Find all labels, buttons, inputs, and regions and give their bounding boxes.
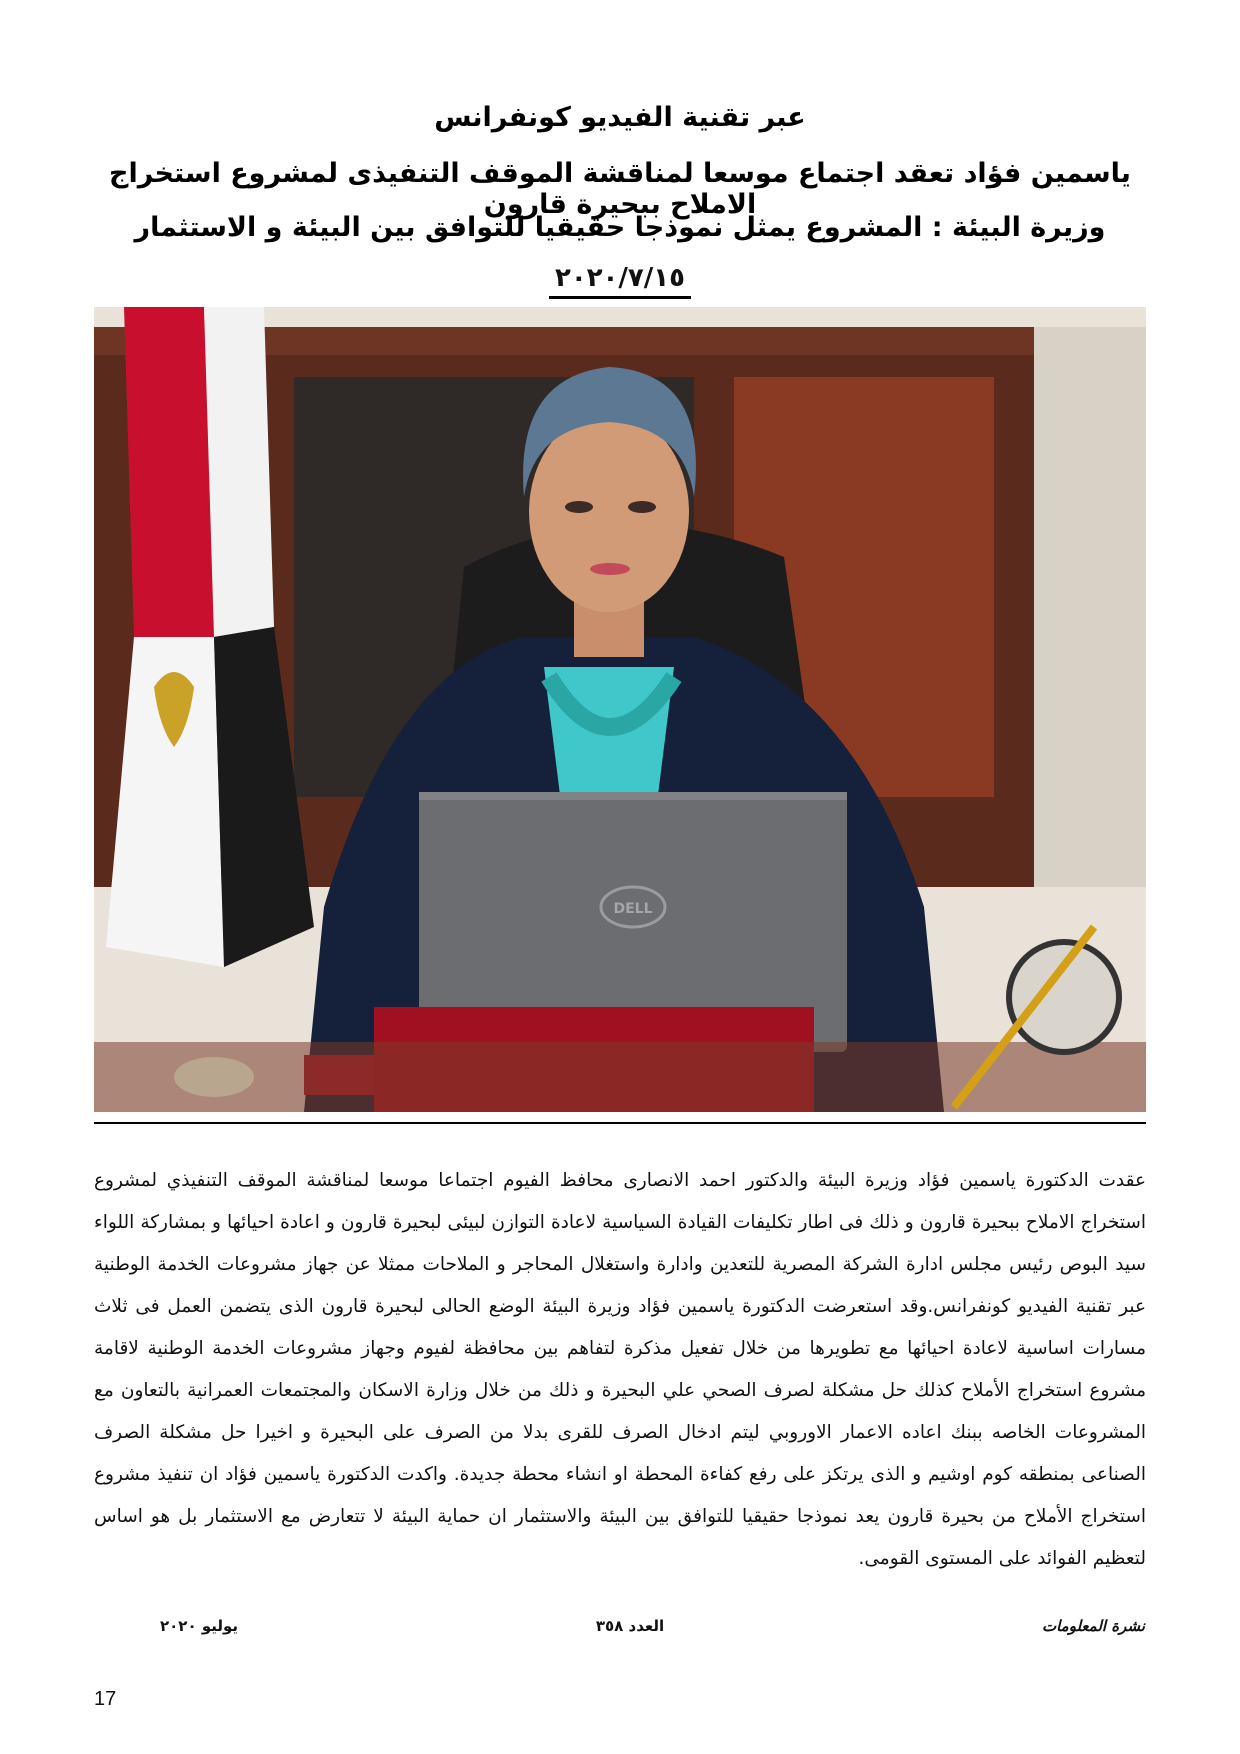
page-number: 17: [94, 1688, 117, 1710]
article-body: عقدت الدكتورة ياسمين فؤاد وزيرة البيئة والدكتور احمد الانصارى محافظ الفيوم اجتماعا موسعا لمناقشة الموقف التنفيذي لمشروع استخراج الاملاح ببحيرة قارون و ذلك فى اطار تكليفات القيادة السياسية لاعادة التوازن لبيئى لبحيرة قارون و اعادة احيائها و بمشاركة اللواء سيد البوص رئيس مجلس ادارة الشركة المصرية للتعدين وادارة واستغلال المحاجر و الملاحات ممثلا عن جهاز مشروعات الخدمة الوطنية عبر تقنية الفيديو كونفرانس.وقد استعرضت الدكتورة ياسمين فؤاد وزيرة البيئة الوضع الحالى لبحيرة قارون الذى يتضمن العمل فى ثلاث مسارات اساسية لاعادة احيائها مع تطويرها من خلال تفعيل مذكرة لتفاهم بين محافظة لفيوم وجهاز مشروعات الخدمة الوطنية لاقامة مشروع استخراج الأملاح كذلك حل مشكلة لصرف الصحي علي البحيرة و ذلك من خلال وزارة الاسكان والمجتمعات العمرانية بالتعاون مع المشروعات الخاصه ببنك اعاده الاعمار الاوروبي ليتم ادخال الصرف للقرى بدلا من الصرف على البحيرة و اخيرا حل مشكلة الصرف الصناعى بمنطقه كوم اوشيم و الذى يرتكز على رفع كفاءة المحطة او انشاء محطة جديدة. واكدت الدكتورة ياسمين فؤاد ان تنفيذ مشروع استخراج الأملاح من بحيرة قارون يعد نموذجا حقيقيا للتوافق بين البيئة والاستثمار ان حماية البيئة لا تتعارض مع الاستثمار بل هو اساس لتعظيم الفوائد على المستوى القومى.: [94, 1170, 1146, 1569]
footer-publication: نشرة المعلومات: [1041, 1617, 1145, 1635]
minister-photo: [94, 307, 1146, 1112]
separator-rule: [94, 1122, 1146, 1124]
headline-line-3: وزيرة البيئة : المشروع يمثل نموذجا حقيقيا للتوافق بين البيئة و الاستثمار: [134, 212, 1106, 243]
article-date: [0, 263, 1240, 299]
face: [529, 412, 689, 612]
laptop-logo-text: DELL: [613, 901, 653, 917]
footer-issue: العدد ٣٥٨: [595, 1617, 665, 1635]
headline-line-2: ياسمين فؤاد تعقد اجتماع موسعا لمناقشة الموقف التنفيذى لمشروع استخراج الاملاح ببحيرة قارون: [109, 158, 1131, 220]
headline-line-1: عبر تقنية الفيديو كونفرانس: [434, 102, 806, 133]
article-date-text: ٢٠٢٠/٧/١٥: [549, 263, 691, 299]
footer-date: يوليو ٢٠٢٠: [160, 1617, 239, 1635]
